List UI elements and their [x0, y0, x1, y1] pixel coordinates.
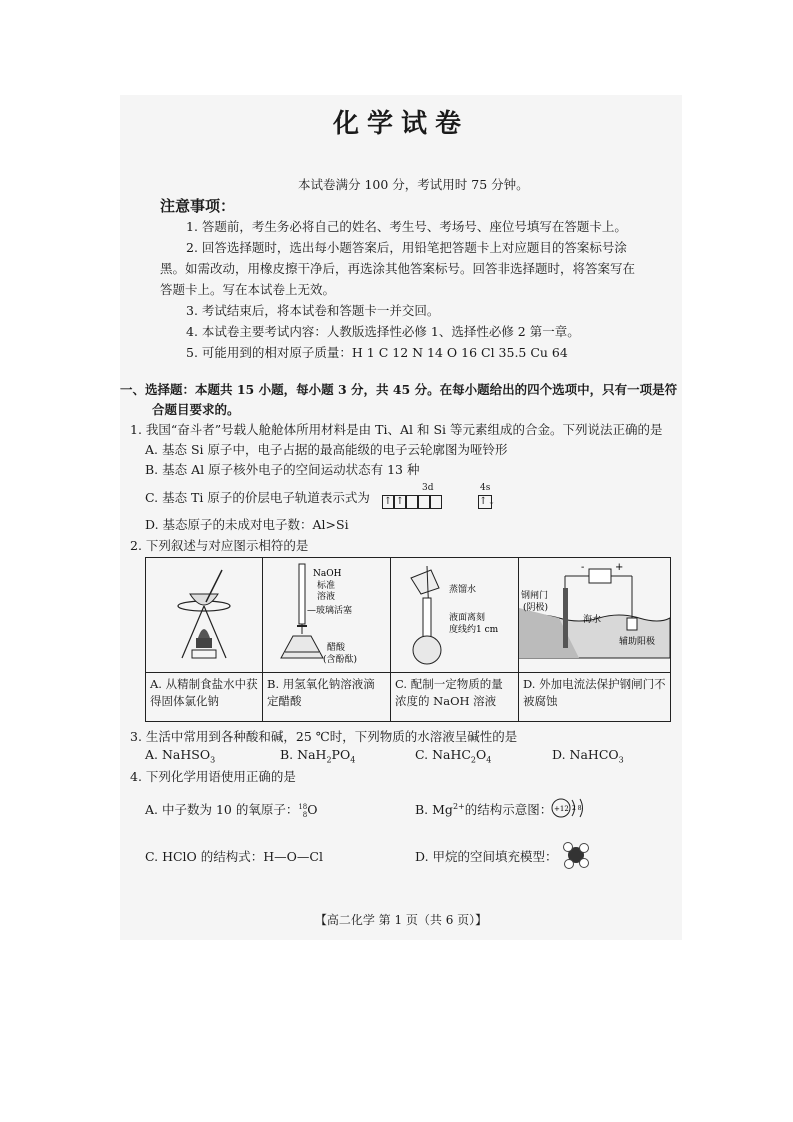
mg-shells: 2 8	[572, 805, 582, 812]
q1-option-c: C. 基态 Ti 原子的价层电子轨道表示式为	[145, 490, 370, 505]
evaporation-apparatus-figure	[146, 558, 263, 670]
fig-naoh-solution: 溶液	[317, 592, 336, 602]
q2-caption-a: A. 从精制食盐水中获得固体氯化钠	[150, 677, 258, 708]
orbital-3d-box-1: ↑	[383, 496, 393, 507]
fig-sea: 海水	[583, 615, 602, 625]
q4-option-b: B. $Mg^{2+}$的结构示意图：	[415, 801, 553, 817]
mg-nucleus: +12	[554, 805, 569, 813]
q1-option-a: A. 基态 Si 原子中，电子占据的最高能级的电子云轮廓图为哑铃形	[145, 442, 508, 457]
q2-cell-c	[391, 558, 519, 721]
notice-item-5: 5. 可能用到的相对原子质量：H 1 C 12 N 14 O 16 Cl 35.5 Cu 64	[186, 345, 568, 360]
orbital-3d-box-3	[406, 495, 418, 509]
notice-heading: 注意事项：	[160, 197, 236, 215]
q2-caption-d: D. 外加电流法保护钢闸门不被腐蚀	[523, 677, 666, 708]
notice-item-3: 3. 考试结束后，将本试卷和答题卡一并交回。	[186, 303, 440, 318]
volumetric-flask-figure	[391, 558, 519, 670]
q4-option-c: C. HClO 的结构式：H—O—Cl	[145, 849, 323, 864]
section-heading: 一、选择题：本题共 15 小题，每小题 3 分，共 45 分。在每小题给出的四个选项中，只有一项是符	[120, 382, 678, 397]
notice-item-2-end: 答题卡上。写在本试卷上无效。	[160, 282, 336, 297]
q4-option-d: D. 甲烷的空间填充模型：	[415, 849, 558, 864]
methane-space-filling-model	[560, 839, 592, 871]
notice-item-2-cont: 黑。如需改动，用橡皮擦干净后，再选涂其他答案标号。回答非选择题时，将答案写在	[160, 261, 636, 276]
fig-mark-2: 度线约1 cm	[449, 625, 499, 635]
orbital-3d-label: 3d	[422, 483, 434, 493]
orbital-3d-box-4	[418, 495, 430, 509]
q2-cell-a	[146, 558, 263, 721]
fig-acid: 醋酸	[327, 643, 346, 653]
q3-option-d: D. NaHCO$_3$	[552, 747, 624, 765]
q2-figure-table	[145, 557, 671, 722]
section-heading-cont: 合题目要求的。	[152, 402, 240, 417]
mg-ion-structure-diagram	[550, 795, 590, 821]
q1-option-d: D. 基态原子的未成对电子数：Al>Si	[145, 517, 349, 532]
q1-stem: 1. 我国“奋斗者”号载人舱舱体所用材料是由 Ti、Al 和 Si 等元素组成的合金。下列说法正确的是	[130, 422, 663, 437]
q4-option-a: A. 中子数为 10 的氧原子：18 8O	[145, 802, 318, 819]
q2-cell-d	[519, 558, 670, 721]
notice-item-1: 1. 答题前，考生务必将自己的姓名、考生号、考场号、座位号填写在答题卡上。	[186, 219, 627, 234]
notice-item-2: 2. 回答选择题时，选出每小题答案后，用铅笔把答题卡上对应题目的答案标号涂	[186, 240, 627, 255]
q2-stem: 2. 下列叙述与对应图示相符的是	[130, 538, 309, 553]
q2-caption-b: B. 用氢氧化钠溶液滴定醋酸	[267, 677, 375, 708]
fig-naoh-standard: 标准	[317, 581, 336, 591]
q3-option-b: B. $NaH_2PO_4$	[280, 747, 356, 765]
orbital-diagram	[382, 483, 496, 517]
titration-apparatus-figure	[263, 558, 391, 670]
q2-cell-b	[263, 558, 391, 721]
q1-option-b: B. 基态 Al 原子核外电子的空间运动状态有 13 种	[145, 462, 420, 477]
fig-gate: 钢闸门	[521, 591, 549, 601]
fig-minus: -	[581, 562, 585, 573]
q3-option-a: A. NaHSO$_3$	[145, 747, 216, 765]
exam-subtitle: 本试卷满分 100 分，考试用时 75 分钟。	[298, 177, 529, 192]
orbital-4s-label: 4s	[480, 483, 491, 493]
page-title: 化学试卷	[332, 109, 469, 139]
fig-stopcock: —玻璃活塞	[307, 606, 353, 616]
notice-item-4: 4. 本试卷主要考试内容：人教版选择性必修 1、选择性必修 2 第一章。	[186, 324, 580, 339]
fig-plus: +	[615, 562, 624, 573]
orbital-3d-box-5	[430, 495, 442, 509]
orbital-3d-box-2: ↑	[395, 496, 405, 507]
orbital-4s-box: ↑↓	[479, 496, 496, 507]
fig-naoh: NaOH	[313, 569, 342, 579]
q3-stem: 3. 生活中常用到各种酸和碱，25 ℃时，下列物质的水溶液呈碱性的是	[130, 729, 518, 744]
q2-caption-c: C. 配制一定物质的量浓度的 NaOH 溶液	[395, 677, 503, 708]
fig-gate-cathode: (阴极)	[523, 603, 549, 613]
exam-page	[120, 95, 682, 940]
q3-option-c: C. $NaHC_2O_4$	[415, 747, 492, 765]
fig-acid-indicator: (含酚酞)	[323, 655, 358, 665]
cathodic-protection-figure	[519, 558, 670, 670]
fig-anode: 辅助阳极	[619, 637, 656, 647]
fig-mark-1: 液面离刻	[449, 613, 486, 623]
q4-stem: 4. 下列化学用语使用正确的是	[130, 769, 296, 784]
page-footer: 【高二化学 第 1 页（共 6 页）】	[314, 913, 488, 927]
fig-water: 蒸馏水	[449, 585, 477, 595]
